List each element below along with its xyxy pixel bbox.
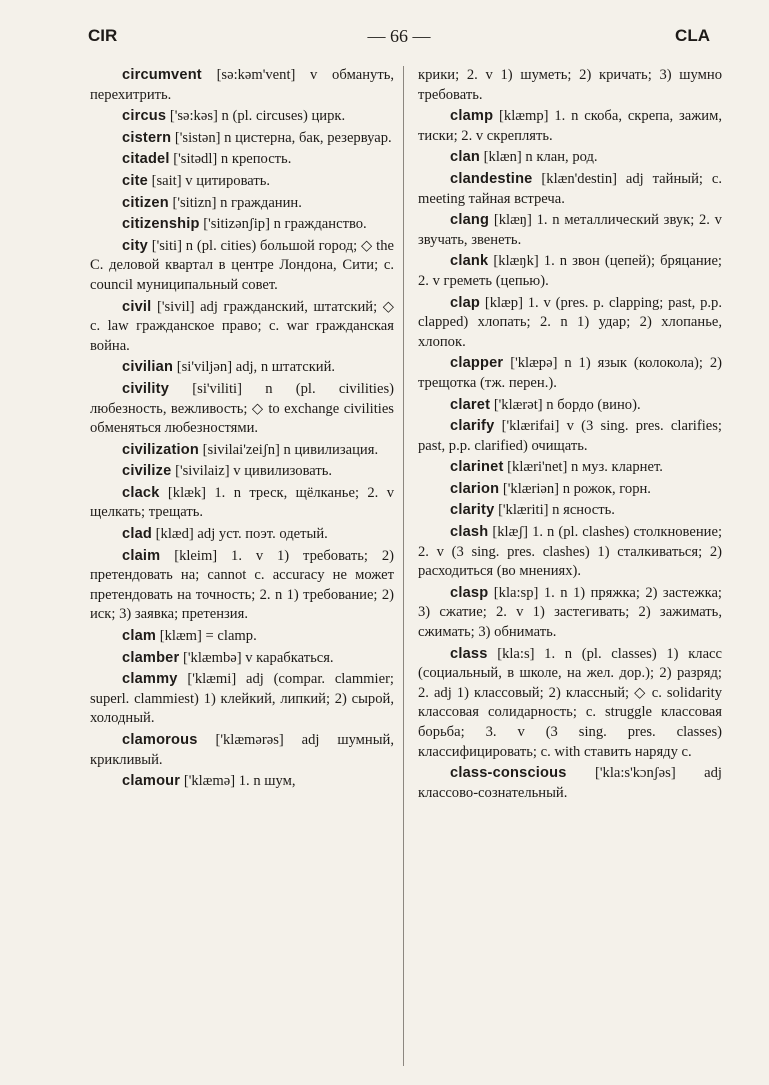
- headword: clandestine: [450, 170, 533, 187]
- headword: clamp: [450, 108, 494, 125]
- entry-definition: ['sitədl] n крепость.: [173, 151, 292, 168]
- dictionary-entry: [418, 354, 722, 393]
- headword: clasp: [450, 584, 489, 601]
- entry-definition: ['sistən] n цистерна, бак, резервуар.: [174, 129, 392, 146]
- entry-definition: [klæmp] 1. n скоба, скрепа, зажим, тиски; 2. v скреплять.: [418, 108, 722, 144]
- dictionary-entry: [418, 294, 722, 353]
- entry-definition: ['klærət] n бордо (вино).: [493, 396, 641, 413]
- headword: cistern: [122, 129, 172, 146]
- dictionary-entry: [90, 66, 394, 105]
- entry-definition: крики; 2. v 1) шуметь; 2) кричать; 3) шумно требовать.: [418, 67, 722, 103]
- dictionary-entry: [90, 172, 394, 192]
- dictionary-entry: [90, 772, 394, 792]
- headword: city: [122, 237, 148, 254]
- entry-definition: [klæk] 1. n треск, щёлканье; 2. v щелкать; трещать.: [90, 484, 394, 521]
- dictionary-entry: [418, 417, 722, 456]
- headword: civilize: [122, 463, 172, 480]
- entry-definition: ['sivilaiz] v цивилизовать.: [175, 463, 333, 480]
- dictionary-entry: [418, 480, 722, 500]
- entry-definition: ['sə:kəs] n (pl. circuses) цирк.: [169, 108, 346, 125]
- dictionary-entry: [90, 358, 394, 378]
- headword: civility: [122, 380, 170, 397]
- headword: citizenship: [122, 216, 200, 233]
- headword: civilization: [122, 441, 200, 458]
- column-divider: [403, 66, 404, 1066]
- headword: clammy: [122, 671, 178, 688]
- dictionary-entry: [90, 670, 394, 729]
- dictionary-entry: [418, 170, 722, 209]
- dictionary-entry: [90, 441, 394, 461]
- entry-definition: ['siti] n (pl. cities) большой город; ◇ the C. деловой квартал в центре Лондона, Сити; c. council муниципальный совет.: [90, 237, 394, 293]
- entry-definition: ['sitizənʃip] n гражданство.: [203, 216, 367, 233]
- dictionary-entry: [90, 129, 394, 149]
- headword: clad: [122, 526, 153, 543]
- entry-definition: ['klæriən] n рожок, горн.: [502, 480, 651, 497]
- entry-definition: [klæri'net] n муз. кларнет.: [507, 459, 663, 476]
- headword: clamour: [122, 773, 181, 790]
- dictionary-entry: [418, 66, 722, 105]
- dictionary-entry: [90, 627, 394, 647]
- entry-definition: ['sivil] adj гражданский, штатский; ◇ c. law гражданское право; c. war гражданская война.: [90, 298, 394, 354]
- headword: clarify: [450, 418, 495, 435]
- dictionary-entry: [90, 298, 394, 357]
- headword: clarion: [450, 480, 500, 497]
- headword: claret: [450, 396, 491, 413]
- headword: citadel: [122, 151, 170, 168]
- entry-definition: ['klæpə] n 1) язык (колокола); 2) трещотка (тж. перен.).: [418, 355, 722, 391]
- headword: clash: [450, 524, 489, 541]
- headword: clank: [450, 253, 489, 270]
- dictionary-entry: [418, 396, 722, 416]
- entry-definition: ['klæmbə] v карабкаться.: [183, 649, 334, 666]
- dictionary-entry: [90, 150, 394, 170]
- headword: class: [450, 645, 488, 662]
- headword: cite: [122, 172, 148, 189]
- entry-definition: [klæp] 1. v (pres. p. clapping; past, p.p. clapped) хлопать; 2. n 1) удар; 2) хлопанье, хлопок.: [418, 294, 722, 350]
- left-guide-word: CIR: [88, 26, 118, 45]
- headword: clan: [450, 149, 481, 166]
- headword: clang: [450, 212, 490, 229]
- entry-definition: ['klæmi] adj (compar. clammier; superl. clammiest) 1) клейкий, липкий; 2) сырой, холодный.: [90, 671, 394, 727]
- headword: civilian: [122, 359, 174, 376]
- entry-definition: ['klærifai] v (3 sing. pres. clarifies; past, p.p. clarified) очищать.: [418, 418, 722, 454]
- entry-definition: [klæŋk] 1. n звон (цепей); бряцание; 2. v греметь (цепью).: [418, 253, 722, 289]
- dictionary-entry: [418, 107, 722, 146]
- dictionary-entry: [90, 547, 394, 625]
- dictionary-entry: [418, 764, 722, 803]
- headword: civil: [122, 298, 152, 315]
- headword: claim: [122, 547, 161, 564]
- headword: clarinet: [450, 459, 504, 476]
- entry-definition: [klæn] n клан, род.: [483, 149, 598, 166]
- dictionary-entry: [418, 501, 722, 521]
- headword: citizen: [122, 194, 169, 211]
- dictionary-entry: [90, 237, 394, 296]
- entry-definition: ['klæriti] n ясность.: [498, 502, 615, 519]
- entry-definition: [si'viliti] n (pl. civilities) любезность, вежливость; ◇ to exchange civilities обменяться любезностями.: [90, 380, 394, 437]
- entry-definition: [klæm] = clamp.: [159, 628, 257, 645]
- entry-definition: [kla:sp] 1. n 1) пряжка; 2) застежка; 3) сжатие; 2. v 1) застегивать; 2) зажимать, сжимать; 3) обнимать.: [418, 584, 722, 641]
- dictionary-entry: [418, 148, 722, 168]
- entry-definition: [kleim] 1. v 1) требовать; 2) претендовать на; cannot c. accuracy не может претендовать на точность; 2. n 1) требование; 2) иск; 3) заявка; претензия.: [90, 547, 394, 623]
- entry-definition: ['klæmə] 1. n шум,: [183, 773, 296, 790]
- dictionary-entry: [90, 107, 394, 127]
- dictionary-entry: [90, 194, 394, 214]
- dictionary-entry: [90, 525, 394, 545]
- right-column: [418, 66, 722, 805]
- headword: clamorous: [122, 732, 198, 748]
- headword: clarity: [450, 502, 495, 519]
- entry-definition: [sə:kəm'vent] v обмануть, перехитрить.: [90, 67, 395, 103]
- headword: clap: [450, 294, 481, 311]
- entry-definition: ['kla:s'kɔnʃəs] adj классово-сознательный.: [418, 765, 722, 801]
- dictionary-entry: [90, 462, 394, 482]
- right-guide-word: CLA: [675, 26, 710, 45]
- headword: circus: [122, 108, 167, 125]
- entry-definition: [klæn'destin] adj тайный; c. meeting тайная встреча.: [418, 170, 722, 207]
- dictionary-entry: [90, 731, 394, 770]
- entry-definition: [sait] v цитировать.: [151, 172, 271, 189]
- page-header: [88, 26, 710, 54]
- entry-definition: [klæŋ] 1. n металлический звук; 2. v звучать, звенеть.: [418, 212, 722, 248]
- headword: clapper: [450, 355, 504, 372]
- headword: clamber: [122, 649, 180, 666]
- headword: clam: [122, 628, 157, 645]
- headword: class-conscious: [450, 765, 567, 782]
- dictionary-entry: [90, 484, 394, 523]
- entry-definition: [klæʃ] 1. n (pl. clashes) столкновение; 2. v (3 sing. pres. clashes) 1) сталкиваться; 2) расходиться (во мнениях).: [418, 524, 722, 580]
- dictionary-entry: [418, 211, 722, 250]
- entry-definition: ['klæmərəs] adj шумный, крикливый.: [90, 732, 394, 768]
- left-column: [90, 66, 394, 794]
- dictionary-entry: [418, 645, 722, 763]
- entry-definition: [sivilai'zeiʃn] n цивилизация.: [202, 441, 379, 458]
- page-number: — 66 —: [367, 26, 431, 46]
- entry-definition: [kla:s] 1. n (pl. classes) 1) класс (социальный, в школе, на жел. дор.); 2) разряд; 2. adj 1) классовый; 2) классный; ◇ c. solidarity классовая солидарность; c. struggle классовая борьба; 3. v (3 sing. pres. classes) классифицировать; c. with ставить наряду с.: [418, 645, 723, 760]
- dictionary-entry: [418, 584, 722, 643]
- headword: circumvent: [122, 67, 202, 83]
- dictionary-entry: [90, 215, 394, 235]
- entry-definition: [klæd] adj уст. поэт. одетый.: [155, 526, 328, 543]
- entry-definition: ['sitizn] n гражданин.: [172, 194, 302, 211]
- dictionary-entry: [418, 523, 722, 582]
- dictionary-entry: [90, 649, 394, 669]
- dictionary-entry: [418, 252, 722, 291]
- dictionary-entry: [90, 380, 394, 439]
- dictionary-entry: [418, 458, 722, 478]
- headword: clack: [122, 484, 160, 501]
- entry-definition: [si'viljən] adj, n штатский.: [176, 359, 336, 376]
